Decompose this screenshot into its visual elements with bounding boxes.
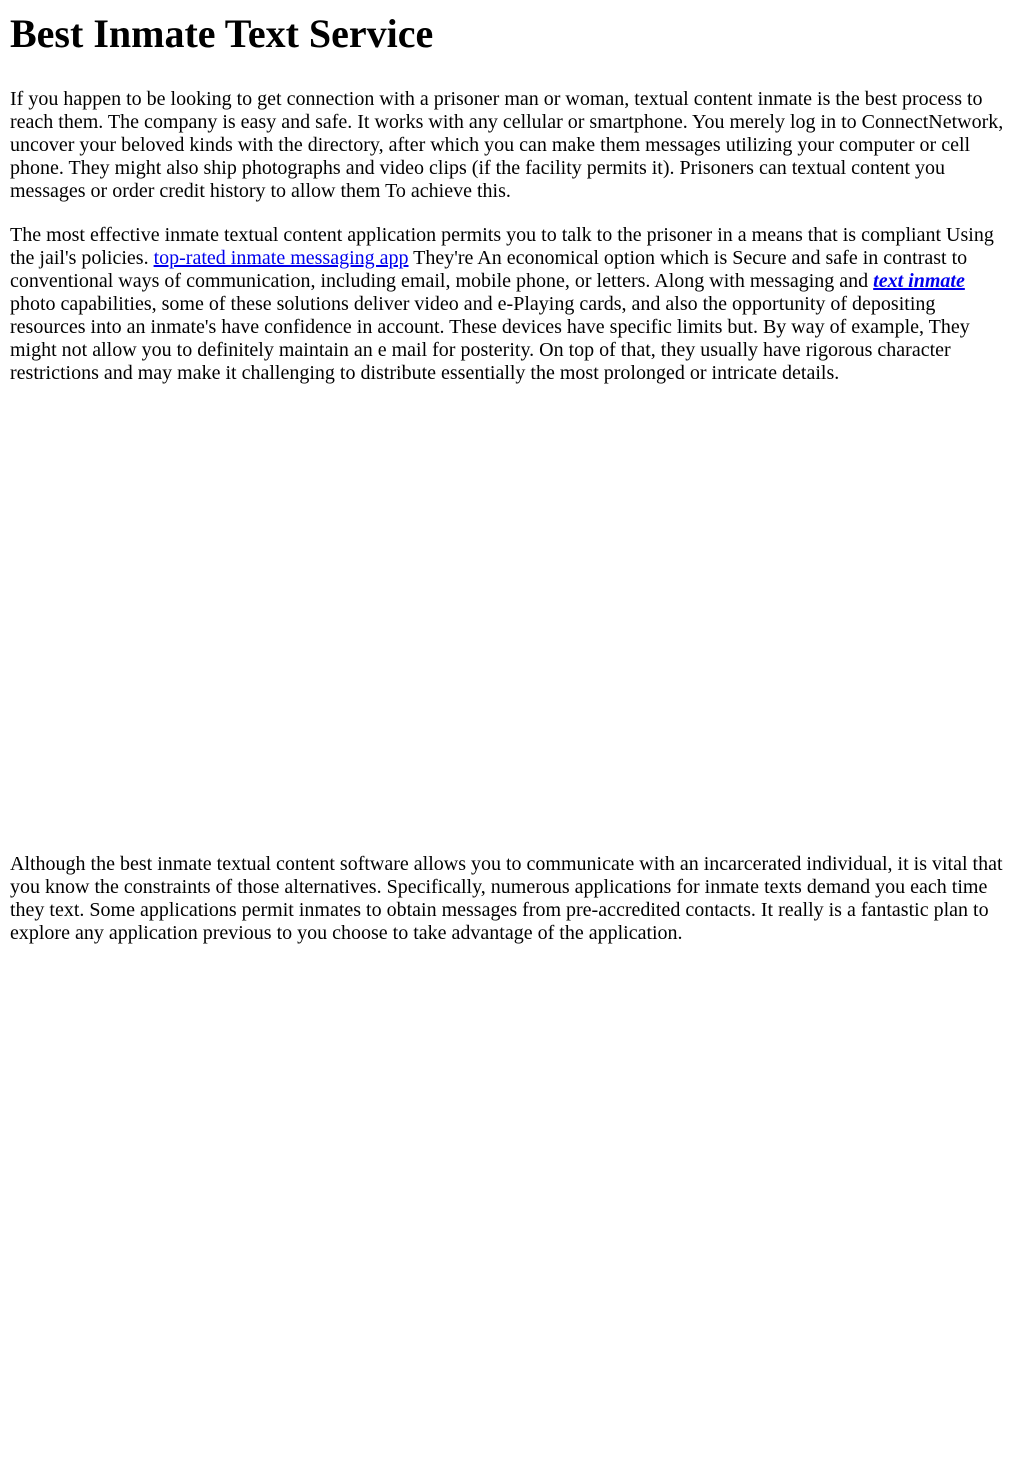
paragraph-text: The most effective inmate textual content application permits you to talk to the prisoner in a means that is compliant Using the jail's policies.	[10, 224, 994, 269]
blank-space	[10, 385, 1014, 853]
paragraph-intro: If you happen to be looking to get connection with a prisoner man or woman, textual content inmate is the best process to reach them. The company is easy and safe. It works with any cellular or smartphone. You merely log in to ConnectNetwork, uncover your beloved kinds with the directory, after which you can make them messages utilizing your computer or cell phone. They might also ship photographs and video clips (if the facility permits it). Prisoners can textual content you messages or order credit history to allow them To achieve this.	[10, 88, 1004, 202]
paragraph-text: They're An economical option which is Secure and safe in contrast to conventional ways of communication, including email, mobile phone, or letters. Along with messaging and	[10, 247, 968, 292]
paragraph-best-app	[10, 224, 1014, 385]
paragraph-constraints: Although the best inmate textual content software allows you to communicate with an incarcerated individual, it is vital that you know the constraints of those alternatives. Specifically, numerous applications for inmate texts demand you each time they text. Some applications permit inmates to obtain messages from pre-accredited contacts. It really is a fantastic plan to explore any application previous to you choose to take advantage of the application.	[10, 853, 1003, 944]
text-inmate-link[interactable]: text inmate	[873, 270, 965, 292]
paragraph-text: photo capabilities, some of these solutions deliver video and e-Playing cards, and also the opportunity of depositing resources into an inmate's have confidence in account. These devices have specific limits but. By way of example, They might not allow you to definitely maintain an e mail for posterity. On top of that, they usually have rigorous character restrictions and may make it challenging to distribute essentially the most prolonged or intricate details.	[10, 293, 970, 384]
page-title: Best Inmate Text Service	[10, 11, 434, 56]
top-rated-app-link[interactable]: top-rated inmate messaging app	[153, 247, 409, 269]
